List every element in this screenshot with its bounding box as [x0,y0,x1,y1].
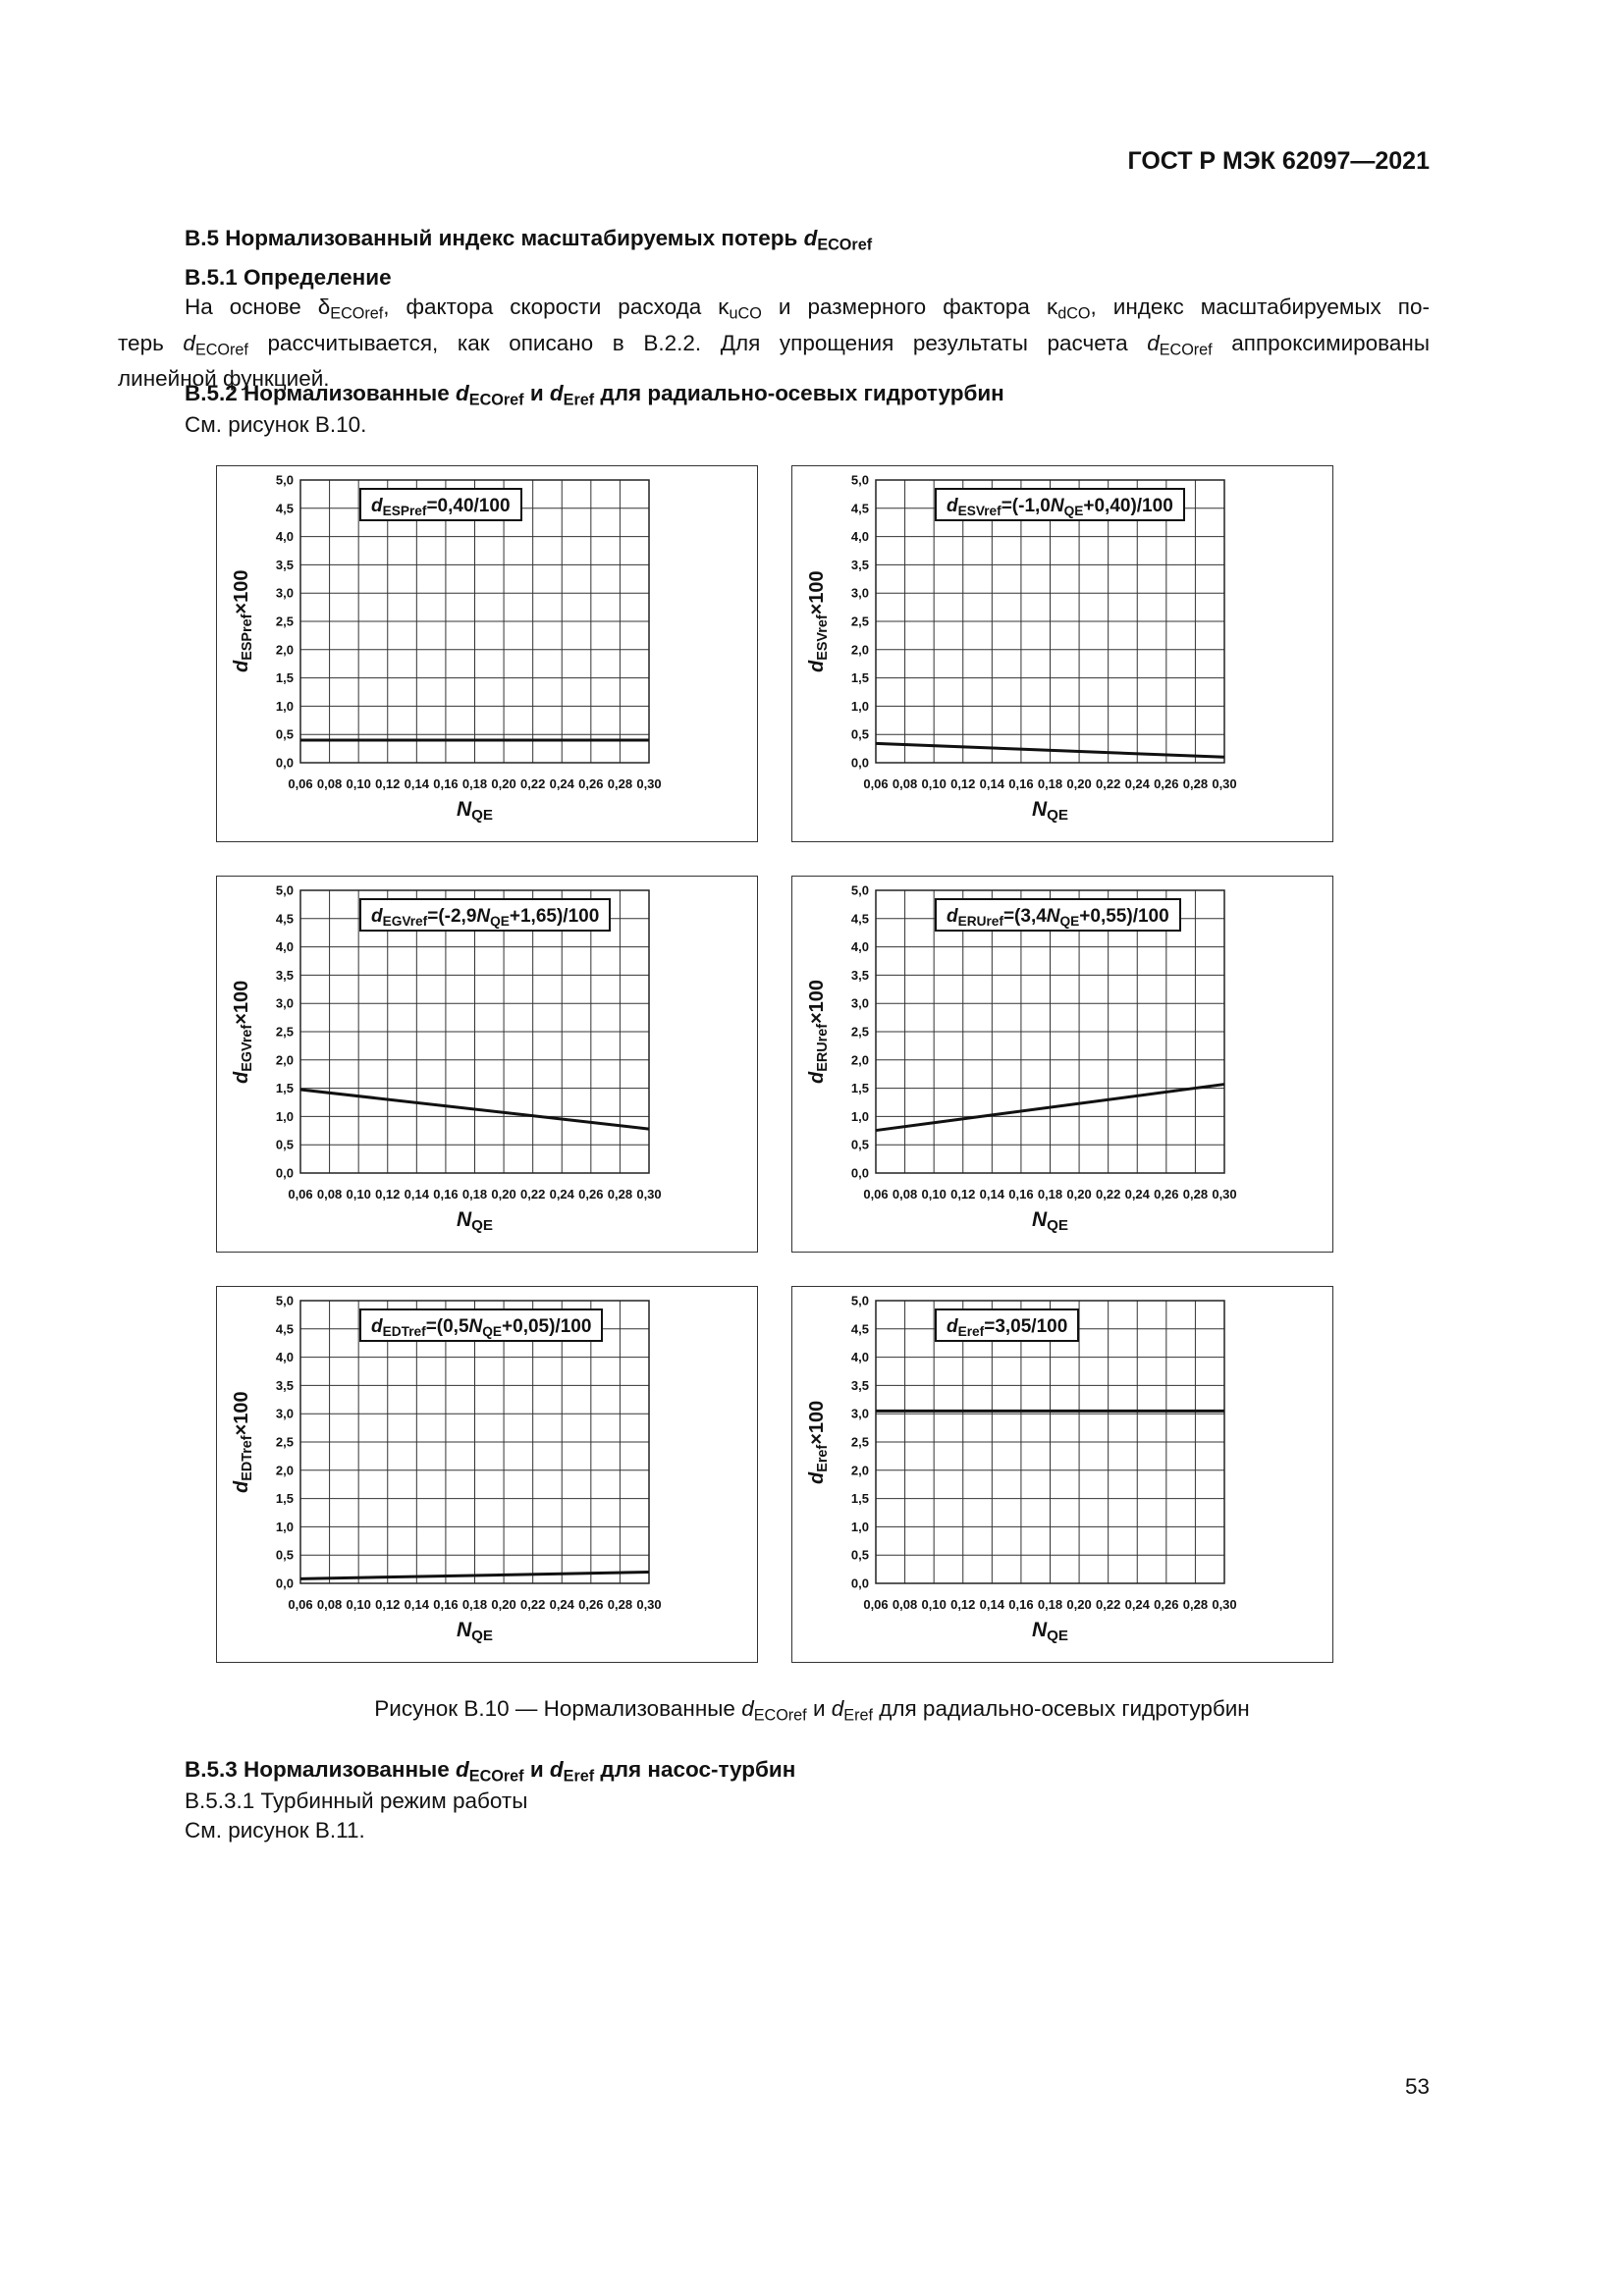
y-tick-label: 0,0 [275,755,294,771]
x-tick-label: 0,06 [863,776,889,791]
text: для насос-турбин [594,1757,796,1782]
x-tick-label: 0,20 [491,776,516,791]
x-tick-label: 0,18 [461,776,488,791]
y-tick-label: 4,5 [850,501,869,516]
y-tick-label: 3,0 [850,585,869,601]
d-symbol: d [831,1696,844,1721]
y-tick-label: 2,5 [850,1434,869,1450]
subscript: ESVref [815,614,832,661]
x-tick-label: 0,14 [404,1597,429,1612]
section-b5-title [185,226,872,255]
y-tick-label: 0,5 [850,1547,869,1563]
subscript: ECOref [330,304,384,323]
n-symbol: N [1031,1619,1048,1641]
x-tick-label: 0,06 [288,1187,313,1201]
formula-text: +0,55)/100 [1079,906,1169,927]
formula-text: =0,40/100 [426,496,511,516]
y-tick-label: 5,0 [850,472,869,488]
document-code: ГОСТ Р МЭК 62097—2021 [1127,147,1430,175]
text: рассчитывается, как описано в В.2.2. Для упрощения результаты расчета [247,330,1148,355]
d-symbol: d [741,1696,754,1721]
x-tick-label: 0,26 [1154,1187,1179,1201]
x-tick-label: 0,22 [520,1597,546,1612]
x-tick-label: 0,30 [636,776,662,791]
n-symbol: N [456,798,472,821]
y-axis-label [231,980,255,1083]
subscript: ECOref [194,341,248,359]
x-tick-label: 0,10 [346,1187,371,1201]
x-axis-label [416,798,534,824]
x-tick-label: 0,24 [549,1597,574,1612]
subscript: Eref [843,1706,873,1725]
text: линейной функцией. [118,366,330,392]
y-tick-label: 1,0 [850,698,869,714]
x-tick-label: 0,24 [1124,776,1150,791]
x-tick-label: 0,16 [1008,1187,1034,1201]
y-tick-label: 2,0 [850,1463,869,1478]
y-tick-label: 0,0 [275,1165,294,1181]
n-symbol: N [456,1619,472,1641]
text: и [806,1696,832,1721]
x-axis-label [992,1208,1110,1234]
text: и [523,381,550,405]
y-tick-label: 4,5 [275,501,294,516]
x-tick-label: 0,28 [607,1187,633,1201]
x-axis-label [416,1619,534,1644]
text: В.5.3 Нормализованные [185,1757,457,1782]
y-tick-label: 0,0 [850,1165,869,1181]
y-tick-label: 1,5 [275,1081,294,1096]
subscript: Eref [957,1323,985,1339]
subscript: QE [471,1628,493,1645]
n-symbol: N [468,1316,483,1337]
y-tick-label: 4,0 [275,529,294,545]
subscript: EDTref [382,1323,426,1339]
x-tick-label: 0,08 [892,776,918,791]
d-symbol: d [183,330,195,355]
y-tick-label: 1,0 [850,1519,869,1534]
y-tick-label: 4,5 [275,911,294,927]
section-b51-paragraph [118,293,1430,393]
y-tick-label: 3,0 [850,1406,869,1421]
formula-text: +0,40)/100 [1083,496,1173,516]
x-tick-label: 0,24 [1124,1187,1150,1201]
y-tick-label: 1,5 [275,1491,294,1507]
y-tick-label: 5,0 [850,882,869,898]
x-tick-label: 0,16 [433,1187,459,1201]
d-symbol: d [806,660,828,672]
subscript: ESPref [382,503,427,518]
y-tick-label: 3,0 [275,1406,294,1421]
x-tick-label: 0,12 [375,776,401,791]
x-tick-label: 0,24 [549,1187,574,1201]
text: и размерного фактора κ [761,294,1058,319]
chart-edt [216,1286,758,1663]
x-tick-label: 0,10 [346,1597,371,1612]
y-tick-label: 1,5 [850,1081,869,1096]
y-tick-label: 3,0 [275,585,294,601]
x-axis-label [992,1619,1110,1644]
chart-esv [791,465,1333,842]
y-tick-label: 5,0 [275,1293,294,1308]
y-tick-label: 4,5 [850,1321,869,1337]
x-tick-label: 0,30 [1212,1187,1237,1201]
y-axis-label [231,1391,255,1493]
y-tick-label: 5,0 [275,472,294,488]
formula-text: =(0,5 [425,1316,469,1337]
text: На основе δ [185,294,331,319]
y-tick-label: 1,0 [275,1519,294,1534]
subscript: ERUref [957,913,1003,929]
y-tick-label: 0,5 [275,1137,294,1152]
y-axis-label [806,570,831,672]
y-tick-label: 1,0 [275,698,294,714]
x-tick-label: 0,26 [1154,1597,1179,1612]
d-symbol: d [947,496,958,516]
x-axis-label [992,798,1110,824]
y-tick-label: 0,5 [275,1547,294,1563]
y-axis-label [806,980,831,1084]
x-tick-label: 0,22 [520,1187,546,1201]
n-symbol: N [1031,798,1048,821]
y-tick-label: 0,5 [850,726,869,742]
d-symbol: d [947,1316,958,1337]
x-tick-label: 0,28 [607,1597,633,1612]
x-tick-label: 0,12 [950,776,976,791]
x-tick-label: 0,22 [520,776,546,791]
y-tick-label: 2,5 [275,614,294,629]
chart-esp [216,465,758,842]
paragraph-line-2 [118,329,1430,365]
y-tick-label: 3,5 [850,557,869,572]
y-axis-label-suffix: ×100 [806,570,828,615]
subscript: QE [490,913,510,929]
chart-eru [791,876,1333,1253]
subscript: QE [1047,1217,1068,1235]
subscript: ECOref [817,236,873,254]
figure-caption [118,1696,1506,1726]
x-axis-label [416,1208,534,1234]
x-tick-label: 0,14 [404,1187,429,1201]
y-tick-label: 3,5 [850,967,869,983]
x-tick-label: 0,10 [921,1187,947,1201]
text: терь [118,330,184,355]
y-tick-label: 0,0 [850,755,869,771]
d-symbol: d [231,660,252,672]
d-symbol: d [1147,330,1160,355]
chart-e [791,1286,1333,1663]
y-tick-label: 2,5 [850,1024,869,1040]
y-tick-label: 3,5 [275,557,294,572]
y-tick-label: 4,5 [850,911,869,927]
x-tick-label: 0,30 [636,1597,662,1612]
formula-box [935,488,1185,521]
x-tick-label: 0,28 [1182,776,1209,791]
x-tick-label: 0,18 [1037,776,1063,791]
formula-box [359,898,611,932]
y-axis-label-suffix: ×100 [231,1391,252,1436]
x-tick-label: 0,08 [316,1597,343,1612]
y-tick-label: 2,0 [275,642,294,658]
y-tick-label: 5,0 [275,882,294,898]
d-symbol: d [371,906,383,927]
x-tick-label: 0,06 [863,1597,889,1612]
x-tick-label: 0,08 [316,776,343,791]
subscript: ECOref [1159,341,1213,359]
x-tick-label: 0,06 [863,1187,889,1201]
d-symbol: d [549,381,564,405]
y-tick-label: 2,0 [275,1052,294,1068]
text: для радиально-осевых гидротурбин [594,381,1004,405]
text: , фактора скорости расхода κ [383,294,730,319]
d-symbol: d [806,1471,828,1484]
x-tick-label: 0,16 [1008,776,1034,791]
subscript: ESPref [240,614,256,661]
y-tick-label: 1,0 [850,1108,869,1124]
x-tick-label: 0,24 [1124,1597,1150,1612]
y-tick-label: 3,0 [850,995,869,1011]
y-tick-label: 0,0 [275,1575,294,1591]
subscript: QE [1047,1628,1068,1645]
x-tick-label: 0,24 [549,776,574,791]
y-tick-label: 4,0 [850,529,869,545]
y-tick-label: 2,0 [275,1463,294,1478]
d-symbol: d [806,1071,828,1084]
x-tick-label: 0,18 [461,1187,488,1201]
formula-text: =(-2,9 [427,906,477,927]
subscript: uCO [729,304,762,323]
x-tick-label: 0,28 [1182,1187,1209,1201]
y-tick-label: 4,0 [850,1350,869,1365]
d-symbol: d [371,496,383,516]
y-tick-label: 3,5 [850,1377,869,1393]
figure-reference: См. рисунок В.10. [185,412,367,437]
x-tick-label: 0,20 [491,1597,516,1612]
formula-text: =(-1,0 [1001,496,1051,516]
subscript: ECOref [468,1767,524,1786]
n-symbol: N [1031,1208,1048,1231]
subscript: ECOref [753,1706,807,1725]
x-tick-label: 0,14 [979,776,1004,791]
text: , индекс масштабируемых по- [1090,294,1430,319]
subscript: EGVref [382,913,428,929]
y-tick-label: 5,0 [850,1293,869,1308]
subscript: ESVref [957,503,1001,518]
y-tick-label: 4,0 [275,1350,294,1365]
formula-box [359,1308,603,1342]
subscript: dCO [1057,304,1091,323]
x-tick-label: 0,08 [316,1187,343,1201]
x-tick-label: 0,28 [607,776,633,791]
y-tick-label: 2,0 [850,1052,869,1068]
formula-text: =(3,4 [1002,906,1047,927]
text: аппроксимированы [1212,330,1430,355]
d-symbol: d [947,906,958,927]
x-tick-label: 0,20 [1066,1597,1092,1612]
x-tick-label: 0,30 [1212,776,1237,791]
x-tick-label: 0,10 [921,776,947,791]
x-tick-label: 0,08 [892,1597,918,1612]
chart-egv [216,876,758,1253]
x-tick-label: 0,26 [578,1187,604,1201]
x-tick-label: 0,30 [1212,1597,1237,1612]
x-tick-label: 0,12 [950,1597,976,1612]
subscript: Eref [563,391,595,409]
x-tick-label: 0,08 [892,1187,918,1201]
x-tick-label: 0,22 [1096,1187,1121,1201]
section-b52-title [185,381,1004,410]
x-tick-label: 0,16 [433,776,459,791]
x-tick-label: 0,18 [461,1597,488,1612]
x-tick-label: 0,20 [1066,776,1092,791]
x-tick-label: 0,10 [346,776,371,791]
y-tick-label: 1,0 [275,1108,294,1124]
x-tick-label: 0,16 [1008,1597,1034,1612]
d-symbol: d [803,226,818,250]
section-b5-title-text: В.5 Нормализованный индекс масштабируемых потерь [185,226,804,250]
text: и [523,1757,550,1782]
formula-text: +0,05)/100 [502,1316,592,1337]
y-tick-label: 3,5 [275,967,294,983]
n-symbol: N [1046,906,1060,927]
x-tick-label: 0,12 [375,1597,401,1612]
x-tick-label: 0,26 [578,776,604,791]
formula-box [935,1308,1079,1342]
y-tick-label: 1,5 [850,670,869,686]
x-tick-label: 0,20 [1066,1187,1092,1201]
y-tick-label: 2,5 [275,1024,294,1040]
x-tick-label: 0,20 [491,1187,516,1201]
d-symbol: d [549,1757,564,1782]
d-symbol: d [231,1071,252,1084]
subscript: QE [471,807,493,825]
subscript: QE [1063,503,1084,518]
y-tick-label: 4,0 [850,939,869,955]
subscript: QE [471,1217,493,1235]
x-tick-label: 0,14 [979,1597,1004,1612]
formula-box [359,488,522,521]
subscript: EDTref [240,1435,256,1481]
y-tick-label: 3,0 [275,995,294,1011]
d-symbol: d [371,1316,383,1337]
subscript: Eref [563,1767,595,1786]
x-tick-label: 0,18 [1037,1597,1063,1612]
x-tick-label: 0,28 [1182,1597,1209,1612]
subscript: QE [482,1323,503,1339]
subscript: QE [1059,913,1080,929]
subscript: ERUref [815,1024,832,1072]
d-symbol: d [456,381,469,405]
y-tick-label: 1,5 [850,1491,869,1507]
formula-text: =3,05/100 [984,1316,1068,1337]
y-tick-label: 4,0 [275,939,294,955]
y-axis-label-suffix: ×100 [231,569,252,614]
paragraph-line-1 [118,293,1430,329]
n-symbol: N [1050,496,1064,516]
page-number: 53 [1404,2074,1430,2099]
section-b53-title [185,1757,795,1787]
section-b531-title: В.5.3.1 Турбинный режим работы [185,1789,528,1813]
y-axis-label-suffix: ×100 [806,1400,828,1445]
x-tick-label: 0,16 [433,1597,459,1612]
y-tick-label: 3,5 [275,1377,294,1393]
y-axis-label [231,570,255,672]
y-tick-label: 0,5 [275,726,294,742]
x-tick-label: 0,12 [950,1187,976,1201]
y-tick-label: 1,5 [275,670,294,686]
formula-box [935,898,1181,932]
x-tick-label: 0,26 [1154,776,1179,791]
x-tick-label: 0,30 [636,1187,662,1201]
x-tick-label: 0,18 [1037,1187,1063,1201]
x-tick-label: 0,22 [1096,776,1121,791]
x-tick-label: 0,26 [578,1597,604,1612]
d-symbol: d [456,1757,469,1782]
subscript: EGVref [240,1024,256,1072]
n-symbol: N [456,1208,472,1231]
x-tick-label: 0,14 [404,776,429,791]
y-tick-label: 2,5 [850,614,869,629]
formula-text: +1,65)/100 [509,906,600,927]
x-tick-label: 0,12 [375,1187,401,1201]
y-axis-label-suffix: ×100 [231,980,252,1025]
x-tick-label: 0,14 [979,1187,1004,1201]
figure-reference-b11: См. рисунок В.11. [185,1818,365,1842]
text: Рисунок В.10 — Нормализованные [374,1696,742,1721]
y-tick-label: 2,0 [850,642,869,658]
x-tick-label: 0,22 [1096,1597,1121,1612]
x-tick-label: 0,06 [288,776,313,791]
n-symbol: N [476,906,491,927]
y-tick-label: 4,5 [275,1321,294,1337]
y-tick-label: 0,0 [850,1575,869,1591]
y-axis-label [806,1400,831,1483]
section-b51-title: В.5.1 Определение [185,265,392,290]
text: для радиально-осевых гидротурбин [872,1696,1250,1721]
subscript: Eref [815,1444,832,1472]
d-symbol: d [231,1480,252,1493]
x-tick-label: 0,10 [921,1597,947,1612]
subscript: QE [1047,807,1068,825]
x-tick-label: 0,06 [288,1597,313,1612]
subscript: ECOref [468,391,524,409]
y-tick-label: 0,5 [850,1137,869,1152]
y-axis-label-suffix: ×100 [806,979,828,1024]
y-tick-label: 2,5 [275,1434,294,1450]
text: В.5.2 Нормализованные [185,381,457,405]
